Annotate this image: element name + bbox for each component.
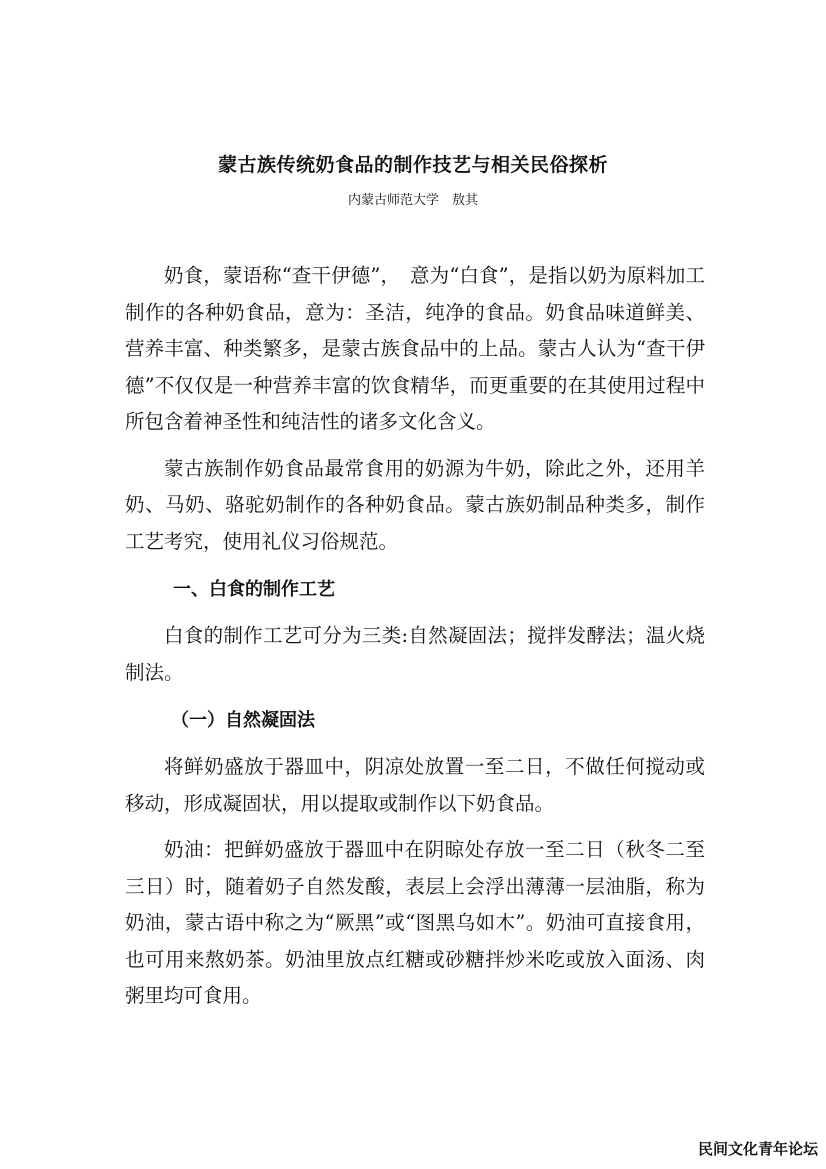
paragraph: 蒙古族制作奶食品最常食用的奶源为牛奶，除此之外，还用羊奶、马奶、骆驼奶制作的各种奶食品。蒙古族奶制品种类多，制作工艺考究，使用礼仪习俗规范。 xyxy=(125,456,705,553)
paragraph: 白食的制作工艺可分为三类:自然凝固法；搅拌发酵法；温火烧制法。 xyxy=(125,624,705,684)
footer-watermark: 民间文化青年论坛 xyxy=(697,1140,818,1158)
author-line: 内蒙古师范大学 敖其 xyxy=(347,193,478,208)
section-heading: 一、白食的制作工艺 xyxy=(173,579,335,600)
paragraph: 奶食，蒙语称“查干伊德”， 意为“白食”，是指以奶为原料加工制作的各种奶食品，意为：圣洁，纯净的食品。奶食品味道鲜美、营养丰富、种类繁多，是蒙古族食品中的上品。蒙古人认为“查干伊德”不仅仅是一种营养丰富的饮食精华，而更重要的在其使用过程中所包含着神圣性和纯洁性的诸多文化含义。 xyxy=(125,264,705,433)
paper-body xyxy=(125,258,705,1025)
subsection-heading: （一）自然凝固法 xyxy=(171,710,315,731)
paragraph: 将鲜奶盛放于器皿中，阴凉处放置一至二日，不做任何搅动或移动，形成凝固状，用以提取或制作以下奶食品。 xyxy=(125,755,705,815)
paragraph: 奶油：把鲜奶盛放于器皿中在阴晾处存放一至二日（秋冬二至三日）时，随着奶子自然发酸，表层上会浮出薄薄一层油脂，称为奶油，蒙古语中称之为“厥黑”或“图黑乌如木”。奶油可直接食用，也可用来熬奶茶。奶油里放点红糖或砂糖拌炒米吃或放入面汤、肉粥里均可食用。 xyxy=(125,838,705,1007)
paper-title: 蒙古族传统奶食品的制作技艺与相关民俗探析 xyxy=(217,154,608,176)
